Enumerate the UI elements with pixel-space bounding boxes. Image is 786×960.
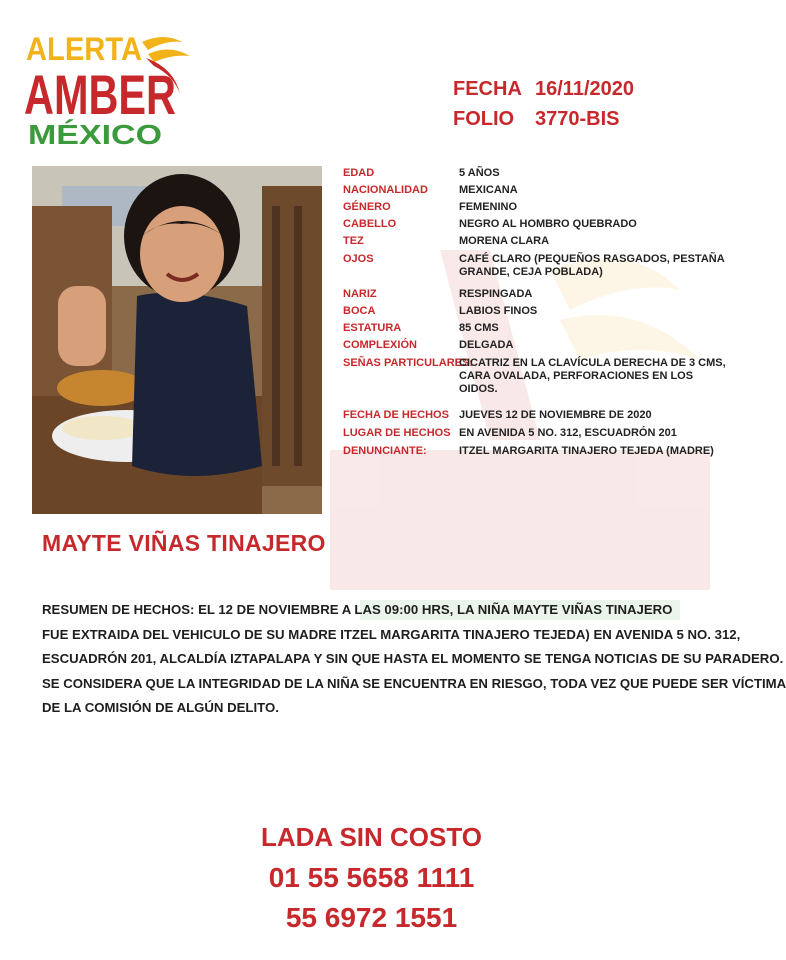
detail-label: COMPLEXIÓN bbox=[343, 339, 417, 351]
detail-value: JUEVES 12 DE NOVIEMBRE DE 2020 bbox=[459, 409, 652, 421]
child-name: MAYTE VIÑAS TINAJERO bbox=[42, 530, 326, 556]
detail-value: MEXICANA bbox=[459, 184, 518, 196]
detail-label: NACIONALIDAD bbox=[343, 184, 428, 196]
detail-value: NEGRO AL HOMBRO QUEBRADO bbox=[459, 218, 637, 230]
detail-label: GÉNERO bbox=[343, 201, 391, 213]
summary bbox=[42, 598, 786, 721]
folio-row bbox=[453, 108, 620, 131]
summary-line: FUE EXTRAIDA DEL VEHICULO DE SU MADRE ITZEL MARGARITA TINAJERO TEJEDA) EN AVENIDA 5 NO. 312, bbox=[42, 626, 741, 642]
detail-label: ESTATURA bbox=[343, 322, 402, 334]
detail-label: EDAD bbox=[343, 167, 375, 179]
detail-label: TEZ bbox=[343, 235, 364, 247]
date-row bbox=[453, 78, 634, 101]
detail-value: CICATRIZ EN LA CLAVÍCULA DERECHA DE 3 CMS, CARA OVALADA, PERFORACIONES EN LOS OIDOS. bbox=[459, 357, 726, 395]
detail-label: LUGAR DE HECHOS bbox=[343, 427, 451, 439]
detail-value: MORENA CLARA bbox=[459, 235, 550, 247]
detail-value: 5 AÑOS bbox=[459, 167, 500, 179]
detail-label: BOCA bbox=[343, 305, 376, 317]
svg-text:AMBER: AMBER bbox=[24, 63, 176, 126]
alerta-amber-logo bbox=[24, 28, 194, 150]
detail-label: FECHA DE HECHOS bbox=[343, 409, 449, 421]
detail-value: LABIOS FINOS bbox=[459, 305, 538, 317]
detail-label: CABELLO bbox=[343, 218, 397, 230]
detail-value: 85 CMS bbox=[459, 322, 499, 334]
folio-label: FOLIO bbox=[453, 108, 515, 130]
summary-line: DE LA COMISIÓN DE ALGÚN DELITO. bbox=[42, 700, 279, 715]
detail-value: ITZEL MARGARITA TINAJERO TEJEDA (MADRE) bbox=[459, 445, 714, 457]
contact-title: LADA SIN COSTO bbox=[260, 822, 482, 852]
child-photo bbox=[32, 166, 322, 514]
detail-value: DELGADA bbox=[459, 339, 514, 351]
date-value: 16/11/2020 bbox=[535, 78, 634, 100]
summary-line: RESUMEN DE HECHOS: EL 12 DE NOVIEMBRE A LAS 09:00 HRS, LA NIÑA MAYTE VIÑAS TINAJERO bbox=[42, 602, 673, 617]
phone-number-1[interactable]: 01 55 5658 1111 bbox=[268, 862, 475, 893]
summary-line: SE CONSIDERA QUE LA INTEGRIDAD DE LA NIÑA SE ENCUENTRA EN RIESGO, TODA VEZ QUE PUEDE SER VÍCTIMA bbox=[42, 675, 786, 691]
detail-label: DENUNCIANTE: bbox=[343, 445, 427, 457]
svg-text:ALERTA: ALERTA bbox=[26, 31, 142, 67]
summary-line: ESCUADRÓN 201, ALCALDÍA IZTAPALAPA Y SIN QUE HASTA EL MOMENTO SE TENGA NOTICIAS DE SU PARADERO. bbox=[42, 651, 784, 666]
detail-value: RESPINGADA bbox=[459, 288, 533, 300]
detail-label: SEÑAS PARTICULARES: bbox=[343, 357, 473, 369]
folio-value: 3770-BIS bbox=[535, 108, 620, 130]
detail-label: NARIZ bbox=[343, 288, 377, 300]
phone-number-2[interactable]: 55 6972 1551 bbox=[285, 902, 458, 933]
detail-value: FEMENINO bbox=[459, 201, 518, 213]
date-label: FECHA bbox=[453, 78, 522, 100]
detail-label: OJOS bbox=[343, 253, 374, 265]
detail-value: CAFÉ CLARO (PEQUEÑOS RASGADOS, PESTAÑA GRANDE, CEJA POBLADA) bbox=[459, 253, 725, 278]
detail-value: EN AVENIDA 5 NO. 312, ESCUADRÓN 201 bbox=[459, 427, 677, 439]
svg-text:MÉXICO: MÉXICO bbox=[28, 119, 162, 150]
